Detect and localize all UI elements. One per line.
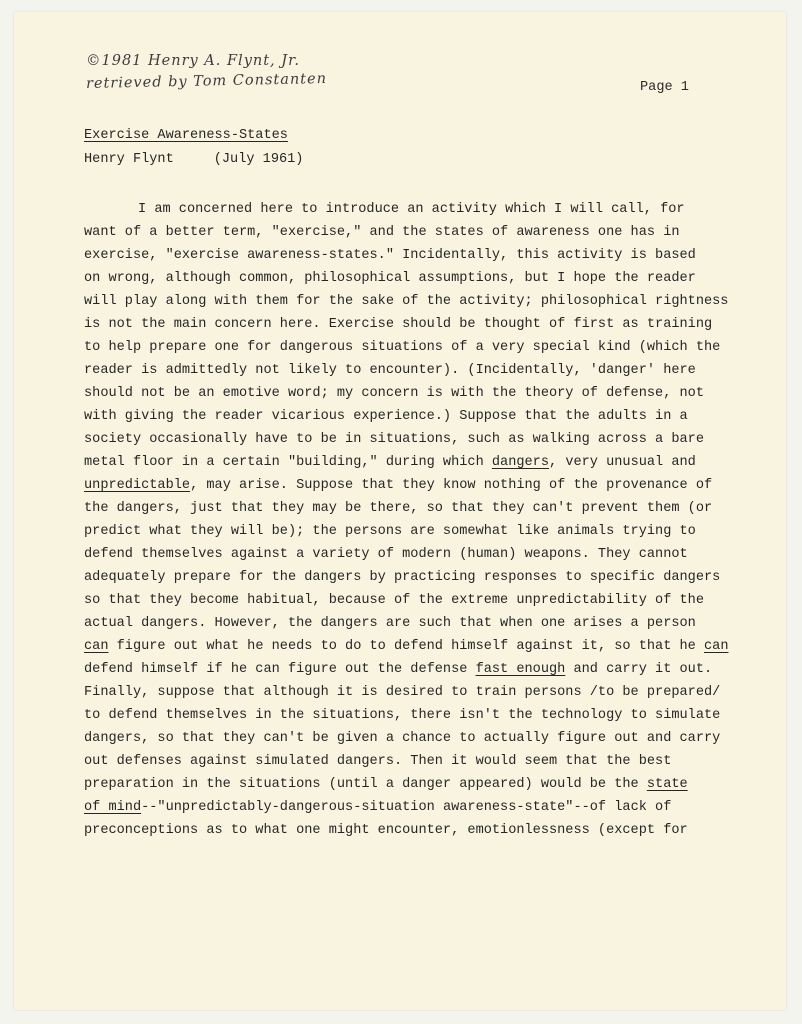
handwritten-annotation [86, 50, 327, 96]
text-segment: defend himself if he can figure out the defense [84, 662, 476, 677]
text-segment: --"unpredictably-dangerous-situation awareness-state"--of lack of [141, 800, 672, 815]
text-line: dangers, so that they can't be given a chance to actually figure out and carry [84, 731, 721, 746]
document-title: Exercise Awareness-States [84, 128, 288, 143]
text-line [84, 635, 744, 658]
text-line: reader is admittedly not likely to encounter). (Incidentally, 'danger' here [84, 363, 696, 378]
text-line [84, 451, 744, 474]
text-line: exercise, "exercise awareness-states." Incidentally, this activity is based [84, 248, 696, 263]
byline [84, 152, 303, 167]
text-line: with giving the reader vicarious experience.) Suppose that the adults in a [84, 409, 688, 424]
retrieval-note: retrieved by Tom Constanten [85, 70, 328, 92]
text-segment: metal floor in a certain "building," during which [84, 455, 492, 470]
text-segment: preparation in the situations (until a danger appeared) would be the [84, 777, 647, 792]
text-line: should not be an emotive word; my concern is with the theory of defense, not [84, 386, 704, 401]
page-number: Page 1 [640, 80, 689, 95]
text-line: preconceptions as to what one might encounter, emotionlessness (except for [84, 823, 688, 838]
text-line: I am concerned here to introduce an activity which I will call, for [138, 202, 685, 217]
text-line: out defenses against simulated dangers. Then it would seem that the best [84, 754, 672, 769]
document-date: (July 1961) [213, 152, 304, 167]
text-line: to help prepare one for dangerous situations of a very special kind (which the [84, 340, 721, 355]
text-line [84, 773, 744, 796]
text-line: will play along with them for the sake of the activity; philosophical rightness [84, 294, 729, 309]
text-line: society occasionally have to be in situations, such as walking across a bare [84, 432, 704, 447]
text-line: on wrong, although common, philosophical assumptions, but I hope the reader [84, 271, 696, 286]
text-segment: figure out what he needs to do to defend himself against it, so that he [108, 639, 704, 654]
text-line: defend themselves against a variety of modern (human) weapons. They cannot [84, 547, 688, 562]
underlined-text: unpredictable [84, 478, 191, 493]
text-line: predict what they will be); the persons are somewhat like animals trying to [84, 524, 696, 539]
document-page [14, 12, 786, 1010]
text-line: the dangers, just that they may be there, so that they can't prevent them (or [84, 501, 713, 516]
underlined-text: dangers [491, 455, 549, 470]
text-line [84, 658, 744, 681]
text-segment: , very unusual and [549, 455, 696, 470]
text-line: to defend themselves in the situations, there isn't the technology to simulate [84, 708, 721, 723]
text-segment: and carry it out. [565, 662, 713, 677]
author-name: Henry Flynt [84, 152, 174, 167]
text-line [84, 796, 744, 819]
text-line: is not the main concern here. Exercise should be thought of first as training [84, 317, 713, 332]
copyright-note: ©1981 Henry A. Flynt, Jr. [86, 53, 301, 69]
text-line: adequately prepare for the dangers by practicing responses to specific dangers [84, 570, 721, 585]
text-line: Finally, suppose that although it is desired to train persons /to be prepared/ [84, 685, 721, 700]
underlined-text: of mind [84, 800, 142, 815]
text-line: so that they become habitual, because of the extreme unpredictability of the [84, 593, 704, 608]
underlined-text: can [84, 639, 109, 654]
text-segment: , may arise. Suppose that they know nothing of the provenance of [190, 478, 713, 493]
text-line [84, 474, 744, 497]
text-line: actual dangers. However, the dangers are such that when one arises a person [84, 616, 696, 631]
body-text [84, 198, 744, 842]
underlined-text: can [704, 639, 729, 654]
text-line: want of a better term, "exercise," and the states of awareness one has in [84, 225, 680, 240]
underlined-text: fast enough [475, 662, 566, 677]
underlined-text: state [646, 777, 688, 792]
